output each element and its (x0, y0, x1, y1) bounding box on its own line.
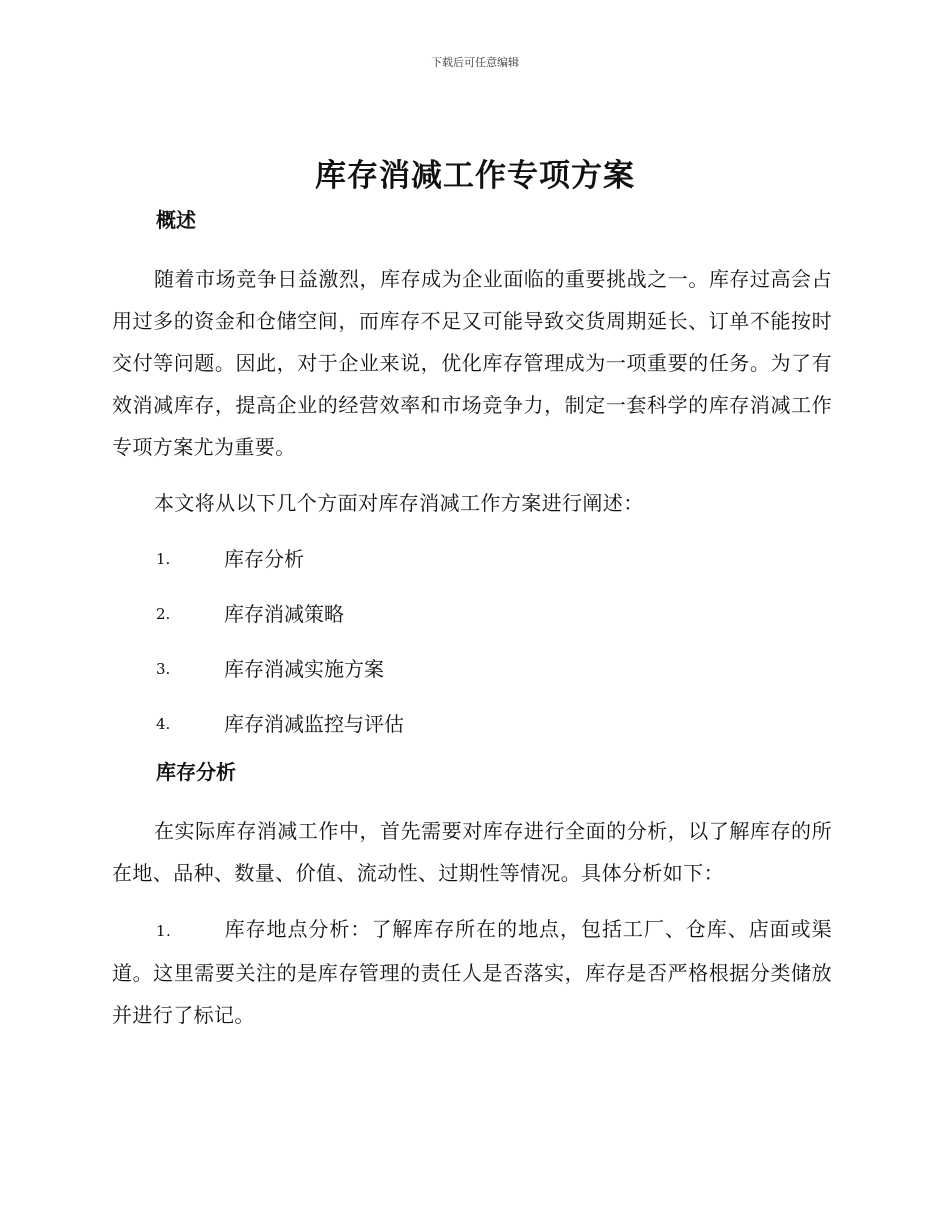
analysis-paragraph-1: 在实际库存消减工作中，首先需要对库存进行全面的分析，以了解库存的所在地、品种、数量、价值、流动性、过期性等情况。具体分析如下： (112, 819, 832, 885)
analysis-detail-item (112, 908, 832, 1036)
section-heading-analysis: 库存分析 (156, 760, 236, 784)
detail-item-number: 1. (156, 922, 172, 940)
list-item (112, 593, 832, 635)
list-item-number: 4. (156, 715, 171, 733)
list-item (112, 648, 832, 690)
section-heading-overview: 概述 (156, 208, 196, 232)
list-item (112, 703, 832, 745)
list-item-number: 2. (156, 605, 171, 623)
list-item (112, 538, 832, 580)
detail-item-text: 库存地点分析：了解库存所在的地点，包括工厂、仓库、店面或渠道。这里需要关注的是库存管理的责任人是否落实，库存是否严格根据分类储放并进行了标记。 (112, 917, 832, 1027)
list-item-number: 3. (156, 660, 171, 678)
overview-paragraph-1: 随着市场竞争日益激烈，库存成为企业面临的重要挑战之一。库存过高会占用过多的资金和仓储空间，而库存不足又可能导致交货周期延长、订单不能按时交付等问题。因此，对于企业来说，优化库存管理成为一项重要的任务。为了有效消减库存，提高企业的经营效率和市场竞争力，制定一套科学的库存消减工作专项方案尤为重要。 (112, 267, 832, 459)
list-item-text: 库存消减实施方案 (224, 657, 384, 681)
document-title: 库存消减工作专项方案 (315, 158, 635, 194)
list-item-text: 库存消减策略 (224, 602, 344, 626)
list-item-text: 库存分析 (224, 547, 304, 571)
list-item-text: 库存消减监控与评估 (224, 712, 404, 736)
overview-list (112, 538, 832, 745)
list-item-number: 1. (156, 550, 171, 568)
header-note: 下载后可任意编辑 (431, 56, 519, 69)
overview-paragraph-2: 本文将从以下几个方面对库存消减工作方案进行阐述： (154, 491, 644, 515)
document-body (112, 200, 832, 1036)
